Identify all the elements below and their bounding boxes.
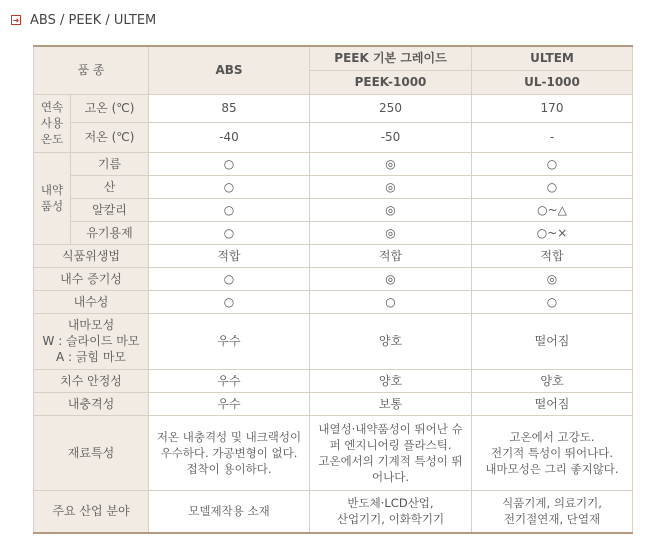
material-properties-label: 재료특성 [34, 415, 149, 490]
materials-comparison-table [33, 45, 633, 534]
chem-solvent-peek: ◎ [310, 221, 472, 244]
impact-resistance-abs: 우수 [149, 392, 310, 415]
chem-alkali-label: 알칼리 [71, 198, 149, 221]
peek-model-header: PEEK-1000 [310, 70, 472, 94]
chem-oil-peek: ◎ [310, 152, 472, 175]
industry-peek: 반도체·LCD산업, 산업기기, 이화학기기 [310, 490, 472, 533]
peek-group-header: PEEK 기본 그레이드 [310, 46, 472, 70]
dimensional-stability-label: 치수 안정성 [34, 369, 149, 392]
low-temp-abs: -40 [149, 122, 310, 152]
steam-resistance-label: 내수 증기성 [34, 267, 149, 290]
ultem-model-header: UL-1000 [472, 70, 633, 94]
impact-resistance-ultem: 떨어짐 [472, 392, 633, 415]
ultem-group-header: ULTEM [472, 46, 633, 70]
low-temp-peek: -50 [310, 122, 472, 152]
high-temp-label: 고온 (℃) [71, 94, 149, 122]
impact-resistance-peek: 보통 [310, 392, 472, 415]
chem-acid-label: 산 [71, 175, 149, 198]
water-resistance-peek: ○ [310, 290, 472, 313]
wear-resistance-label: 내마모성 W : 슬라이드 마모 A : 긁힘 마모 [34, 313, 149, 369]
water-resistance-ultem: ○ [472, 290, 633, 313]
food-hygiene-ultem: 적합 [472, 244, 633, 267]
chem-acid-peek: ◎ [310, 175, 472, 198]
industry-ultem: 식품기계, 의료기기, 전기절연재, 단열재 [472, 490, 633, 533]
steam-resistance-ultem: ◎ [472, 267, 633, 290]
product-header: 품 종 [34, 46, 149, 94]
low-temp-ultem: - [472, 122, 633, 152]
chem-acid-ultem: ○ [472, 175, 633, 198]
material-properties-peek: 내열성·내약품성이 뛰어난 슈 퍼 엔지니어링 플라스틱. 고온에서의 기계적 특성이 뛰 어나다. [310, 415, 472, 490]
chem-solvent-ultem: ○~× [472, 221, 633, 244]
high-temp-ultem: 170 [472, 94, 633, 122]
dimensional-stability-ultem: 양호 [472, 369, 633, 392]
chem-acid-abs: ○ [149, 175, 310, 198]
wear-resistance-ultem: 떨어짐 [472, 313, 633, 369]
water-resistance-abs: ○ [149, 290, 310, 313]
food-hygiene-peek: 적합 [310, 244, 472, 267]
steam-resistance-abs: ○ [149, 267, 310, 290]
water-resistance-label: 내수성 [34, 290, 149, 313]
wear-resistance-abs: 우수 [149, 313, 310, 369]
chem-solvent-label: 유기용제 [71, 221, 149, 244]
material-properties-abs: 저온 내충격성 및 내크랙성이 우수하다. 가공변형이 없다. 접착이 용이하다. [149, 415, 310, 490]
continuous-temp-label: 연속 사용 온도 [34, 94, 71, 152]
breadcrumb-text: ABS / PEEK / ULTEM [30, 12, 157, 28]
dimensional-stability-peek: 양호 [310, 369, 472, 392]
chemical-resistance-label: 내약 품성 [34, 152, 71, 244]
wear-resistance-peek: 양호 [310, 313, 472, 369]
food-hygiene-label: 식품위생법 [34, 244, 149, 267]
high-temp-abs: 85 [149, 94, 310, 122]
chem-solvent-abs: ○ [149, 221, 310, 244]
chem-alkali-peek: ◎ [310, 198, 472, 221]
industry-label: 주요 산업 분야 [34, 490, 149, 533]
chem-oil-label: 기름 [71, 152, 149, 175]
food-hygiene-abs: 적합 [149, 244, 310, 267]
industry-abs: 모델제작용 소재 [149, 490, 310, 533]
chem-oil-abs: ○ [149, 152, 310, 175]
dimensional-stability-abs: 우수 [149, 369, 310, 392]
high-temp-peek: 250 [310, 94, 472, 122]
breadcrumb [11, 12, 156, 28]
arrow-right-icon: ➜ [12, 16, 20, 25]
material-properties-ultem: 고온에서 고강도. 전기적 특성이 뛰어나다. 내마모성은 그리 좋지않다. [472, 415, 633, 490]
chem-oil-ultem: ○ [472, 152, 633, 175]
chem-alkali-ultem: ○~△ [472, 198, 633, 221]
abs-header: ABS [149, 46, 310, 94]
impact-resistance-label: 내충격성 [34, 392, 149, 415]
chem-alkali-abs: ○ [149, 198, 310, 221]
steam-resistance-peek: ◎ [310, 267, 472, 290]
low-temp-label: 저온 (℃) [71, 122, 149, 152]
